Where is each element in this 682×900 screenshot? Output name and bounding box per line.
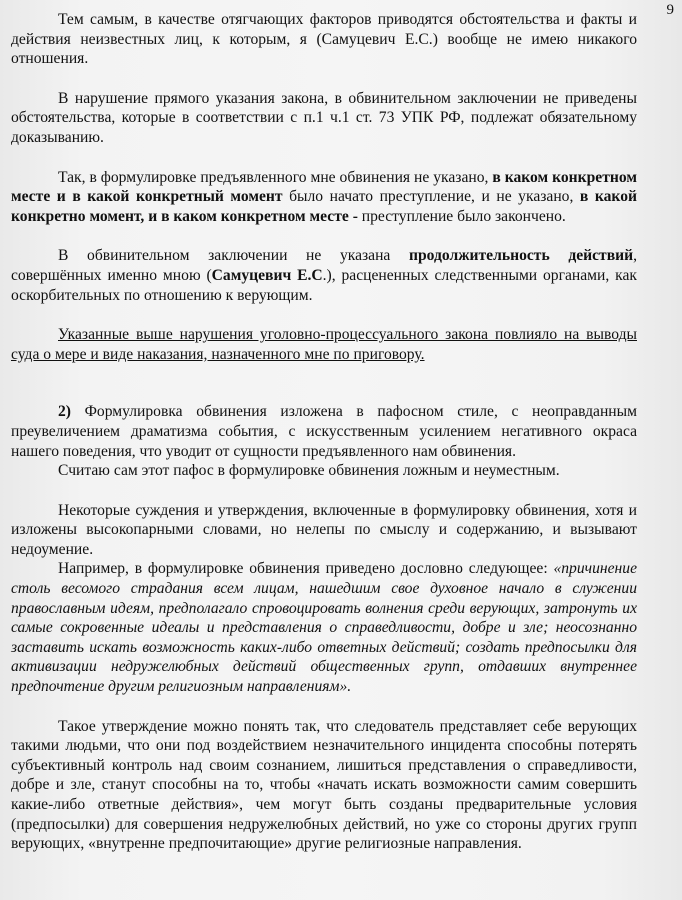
bold-phrase: продолжительность действий: [408, 247, 634, 265]
paragraph-aggravating-factors: Тем самым, в качестве отягчающих факторов приводятся обстоятельства и факты и действия неизвестных лиц, к которым, я (Самуцевич Е.С.) вообще не имею никакого отношения.: [11, 11, 637, 68]
document-body: [11, 10, 637, 854]
paragraph-judgments: Некоторые суждения и утверждения, включенные в формулировку обвинения, хотя и изложены высокопарными словами, но нелепы по смыслу и содержанию, и вызывают недоумение.: [11, 501, 637, 558]
paragraph-point-2: 2) Формулировка обвинения изложена в пафосном стиле, с неоправданным преувеличением драматизма события, с искусственным усилением негативного окраса нашего поведения, что уводит от сущности предъявленного нам обвинения.: [11, 403, 637, 460]
point-number: 2): [58, 403, 71, 421]
paragraph-interpretation: Такое утверждение можно понять так, что следователь представляет себе верующих такими людьми, что они под воздействием незначительного инцидента способны потерять субъективный контроль над своим сознанием, лишиться представления о справедливости, добре и зле, станут способны на то, чтобы «начать искать возможности самим совершить какие-либо ответные действия», чем могут быть созданы предварительные условия (предпосылки) для совершения недружелюбных действий, но уже со стороны других групп верующих, «внутренне предпочитающие» другие религиозные направления.: [11, 717, 637, 853]
indictment-quote: «причинение столь весомого страдания всем лицам, нашедшим свое духовное начало в служении православным идеям, предполагало спровоцировать волнения среди верующих, затронуть их самые сокровенные идеалы и представления о справедливости, добре и зле; неосознанно заставить искать возможность каких-либо ответных действий; создать предпосылки для активизации недружелюбных действий общественных групп, отдавших внутреннее предпочтение другим религиозным направлениям».: [11, 560, 637, 696]
paragraph-duration-of-actions: В обвинительном заключении не указана продолжительность действий, совершённых именно мною (Самуцевич Е.С.), расцененных следственными органами, как оскорбительных по отношению к верующим.: [11, 247, 637, 304]
paragraph-violation-of-law: В нарушение прямого указания закона, в обвинительном заключении не приведены обстоятельства, которые в соответствии с п.1 ч.1 ст. 73 УПК РФ, подлежат обязательному доказыванию.: [11, 89, 637, 146]
paragraph-place-and-time: Так, в формулировке предъявленного мне обвинения не указано, в каком конкретном месте и в какой конкретный момент было начато преступление, и не указано, в какой конкретно момент, и в каком конкретном месте - преступление было закончено.: [11, 168, 637, 225]
paragraph-pathos: Считаю сам этот пафос в формулировке обвинения ложным и неуместным.: [58, 462, 560, 480]
paragraph-underlined-conclusion: Указанные выше нарушения уголовно-процессуального закона повлияло на выводы суда о мере и виде наказания, назначенного мне по приговору.: [11, 326, 637, 363]
page-number: 9: [666, 2, 674, 18]
bold-phrase: в какой конкретно момент, и в каком конкретном месте -: [11, 188, 637, 225]
bold-phrase: в каком конкретном месте и в какой конкретный момент: [11, 168, 637, 206]
paragraph-example-quote: Например, в формулировке обвинения приведено дословно следующее: «причинение столь весомого страдания всем лицам, нашедшим свое духовное начало в служении православным идеям, предполагало спровоцировать волнения среди верующих, затронуть их самые сокровенные идеалы и представления о справедливости, добре и зле; неосознанно заставить искать возможность каких-либо ответных действий; создать предпосылки для активизации недружелюбных действий общественных групп, отдавших внутреннее предпочтение другим религиозным направлениям».: [11, 560, 637, 696]
bold-name: Самуцевич Е.С: [211, 266, 323, 284]
